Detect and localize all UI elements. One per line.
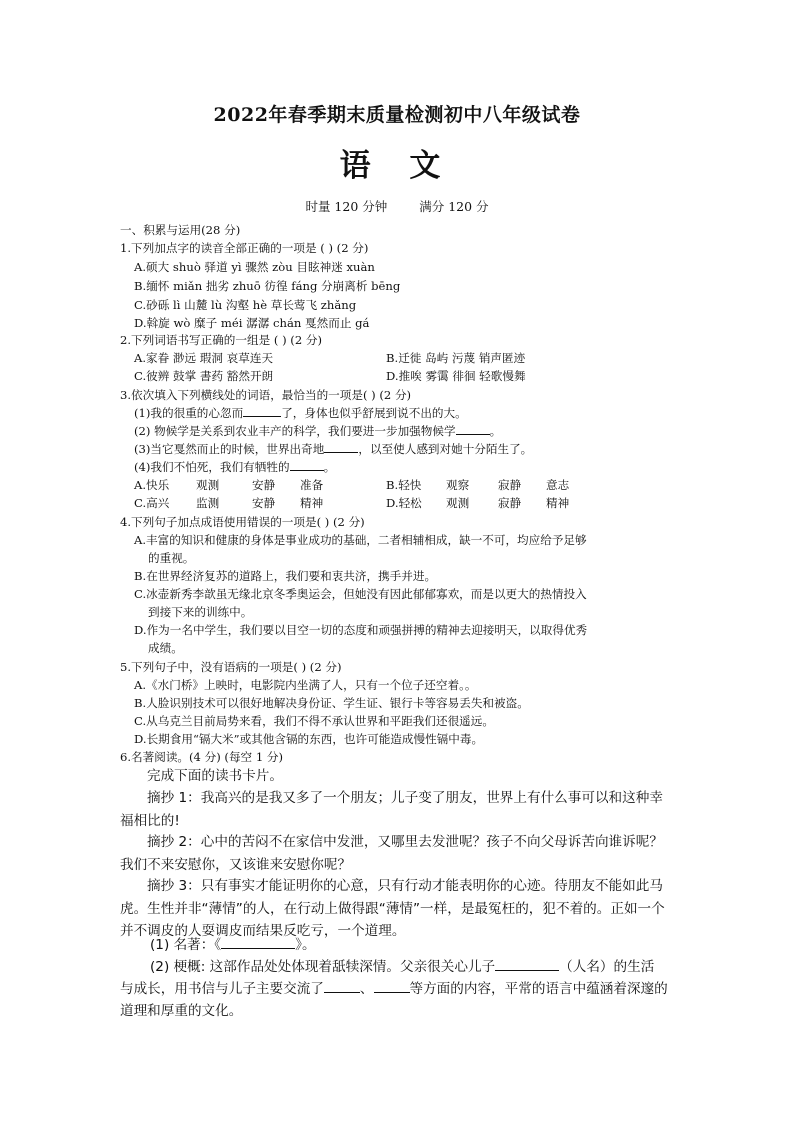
q3-s2-pre: (2) 物候学是关系到农业丰产的科学，我们要进一步加强物候学 bbox=[134, 424, 456, 438]
q6-intro: 完成下面的读书卡片。 bbox=[147, 768, 283, 784]
q3-option-d-3: 寂静 bbox=[498, 496, 522, 510]
q3-s2-blank[interactable] bbox=[456, 423, 490, 435]
q5-option-b: B.人脸识别技术可以很好地解决身份证、学生证、银行卡等容易丢失和被盗。 bbox=[134, 696, 529, 710]
q3-option-b-4: 意志 bbox=[546, 478, 570, 492]
q3-option-b-2: 观察 bbox=[446, 478, 470, 492]
q6-sub1-post: 》。 bbox=[295, 937, 316, 953]
q6-sub2-line1 bbox=[150, 957, 654, 977]
q4-option-a-cont: 的重视。 bbox=[148, 551, 195, 565]
q3-s4-blank[interactable] bbox=[290, 459, 324, 471]
q3-s3-post: ，以至使人感到对她十分陌生了。 bbox=[358, 442, 533, 456]
q3-sentence-1 bbox=[134, 405, 467, 421]
q3-s4-post: 。 bbox=[323, 460, 336, 474]
q3-sentence-4 bbox=[134, 459, 335, 475]
q3-s3-blank[interactable] bbox=[324, 441, 358, 453]
q3-option-c-1: C.高兴 bbox=[134, 496, 170, 510]
q3-option-a-4: 准备 bbox=[300, 478, 324, 492]
q4-option-b: B.在世界经济复苏的道路上，我们要和衷共济，携手并进。 bbox=[134, 569, 437, 583]
subject-title: 语 文 bbox=[339, 148, 455, 184]
q6-sub2-line3: 道理和厚重的文化。 bbox=[120, 1003, 243, 1019]
q3-option-c-3: 安静 bbox=[252, 496, 276, 510]
q1-stem: 1.下列加点字的读音全部正确的一项是 ( ) (2 分) bbox=[120, 241, 369, 255]
q3-option-d-1: D.轻松 bbox=[386, 496, 422, 510]
q3-option-b-3: 寂静 bbox=[498, 478, 522, 492]
q1-option-d: D.斡旋 wò 糜子 méi 潺潺 chán 戛然而止 gá bbox=[134, 316, 370, 330]
q6-sub2-l2-pre: 与成长，用书信与儿子主要交流了 bbox=[120, 981, 324, 997]
q3-sentence-2 bbox=[134, 423, 501, 439]
q6-sub1-pre: (1) 名著：《 bbox=[150, 937, 222, 953]
q2-option-c: C.彼辨 鼓掌 書药 豁然开朗 bbox=[134, 369, 274, 383]
q5-stem: 5.下列句子中，没有语病的一项是( ) (2 分) bbox=[120, 660, 342, 674]
q3-option-c-2: 监测 bbox=[196, 496, 220, 510]
q6-sub2-l1-pre: (2) 梗概: 这部作品处处体现着舐犊深情。父亲很关心儿子 bbox=[150, 959, 496, 975]
q6-excerpt-3: 摘抄 3：只有事实才能证明你的心意，只有行动才能表明你的心迹。待朋友不能如此马虎。生性并非“薄情”的人，在行动上做得跟“薄情”一样，是最冤枉的，犯不着的。正如一个并不调皮的人耍调皮而结果反吃亏，一个道理。 bbox=[120, 878, 665, 939]
q3-option-a-2: 观测 bbox=[196, 478, 220, 492]
full-score: 满分 120 分 bbox=[419, 199, 489, 214]
exam-meta bbox=[0, 197, 794, 215]
q3-option-a-1: A.快乐 bbox=[134, 478, 170, 492]
q3-s1-blank[interactable] bbox=[243, 405, 281, 417]
q5-option-c: C.从乌克兰目前局势来看，我们不得不承认世界和平距我们还很遥远。 bbox=[134, 714, 494, 728]
q6-excerpt-2: 摘抄 2：心中的苦闷不在家信中发泄，又哪里去发泄呢？孩子不向父母诉苦向谁诉呢？我们不来安慰你，又该谁来安慰你呢？ bbox=[120, 834, 663, 873]
q3-s1-pre: (1)我的很重的心忽而 bbox=[134, 406, 244, 420]
q3-option-b-1: B.轻快 bbox=[386, 478, 422, 492]
q4-option-d-cont: 成绩。 bbox=[148, 641, 183, 655]
book-title-blank[interactable] bbox=[221, 937, 295, 949]
q4-option-c: C.冰壶新秀李歆虽无缘北京冬季奥运会，但她没有因此郁郁寡欢，而是以更大的热情投入 bbox=[134, 587, 587, 601]
q3-option-d-2: 观测 bbox=[446, 496, 470, 510]
q6-excerpt-1: 摘抄 1：我高兴的是我又多了一个朋友；儿子变了朋友，世界上有什么事可以和这种幸福相比的! bbox=[120, 790, 663, 829]
q3-s4-pre: (4)我们不怕死，我们有牺牲的 bbox=[134, 460, 290, 474]
q6-sub2-l2-post: 等方面的内容，平常的语言中蕴涵着深邃的 bbox=[409, 981, 668, 997]
q3-option-a-3: 安静 bbox=[252, 478, 276, 492]
q3-s1-post: 了，身体也似乎舒展到说不出的大。 bbox=[281, 406, 467, 420]
q1-option-a: A.硕大 shuò 驿道 yì 骤然 zòu 目眩神迷 xuàn bbox=[134, 260, 375, 274]
section-heading: 一、积累与运用(28 分) bbox=[120, 223, 241, 237]
q3-option-d-4: 精神 bbox=[546, 496, 570, 510]
q6-sub1 bbox=[150, 935, 316, 955]
q2-stem: 2.下列词语书写正确的一组是 ( ) (2 分) bbox=[120, 333, 322, 347]
q5-option-d: D.长期食用“镉大米”或其他含镉的东西，也许可能造成慢性镉中毒。 bbox=[134, 732, 484, 746]
q3-s2-post: 。 bbox=[489, 424, 502, 438]
time-limit: 时量 120 分钟 bbox=[305, 199, 388, 214]
q3-s3-pre: (3)当它戛然而止的时候，世界出奇地 bbox=[134, 442, 325, 456]
q2-option-b: B.迁徙 岛屿 污蔑 销声匿迹 bbox=[386, 351, 526, 365]
son-name-blank[interactable] bbox=[495, 959, 559, 971]
q4-option-d: D.作为一名中学生，我们要以目空一切的态度和顽强拼搏的精神去迎接明天，以取得优秀 bbox=[134, 623, 588, 637]
q1-option-b: B.缅怀 miǎn 拙劣 zhuō 彷徨 fáng 分崩离析 bēng bbox=[134, 279, 401, 293]
q3-stem: 3.依次填入下列横线处的词语，最恰当的一项是( ) (2 分) bbox=[120, 388, 412, 402]
q6-sub2-l2-mid: 、 bbox=[359, 981, 374, 997]
q2-option-d: D.推唉 雾霭 徘徊 轻歌慢舞 bbox=[386, 369, 526, 383]
q6-stem: 6.名著阅读。(4 分) (每空 1 分) bbox=[120, 750, 283, 764]
q4-option-a: A.丰富的知识和健康的身体是事业成功的基础，二者相辅相成，缺一不可，均应给予足够 bbox=[134, 533, 587, 547]
content-blank-2[interactable] bbox=[374, 981, 410, 993]
q6-sub2-line2 bbox=[120, 979, 668, 999]
q3-option-c-4: 精神 bbox=[300, 496, 324, 510]
content-blank-1[interactable] bbox=[324, 981, 360, 993]
q6-sub2-l1-post: （人名）的生活 bbox=[559, 959, 655, 975]
q2-option-a: A.家眷 渺远 瑕洞 哀草连天 bbox=[134, 351, 274, 365]
q3-sentence-3 bbox=[134, 441, 532, 457]
q1-option-c: C.砂砾 lì 山麓 lù 沟壑 hè 草长莺飞 zhǎng bbox=[134, 298, 357, 312]
q5-option-a: A.《水门桥》上映时，电影院内坐满了人，只有一个位子还空着。。 bbox=[134, 678, 477, 692]
q4-option-c-cont: 到接下来的训练中。 bbox=[148, 605, 253, 619]
exam-title: 2022年春季期末质量检测初中八年级试卷 bbox=[213, 104, 581, 126]
q4-stem: 4.下列句子加点成语使用错误的一项是( ) (2 分) bbox=[120, 515, 365, 529]
